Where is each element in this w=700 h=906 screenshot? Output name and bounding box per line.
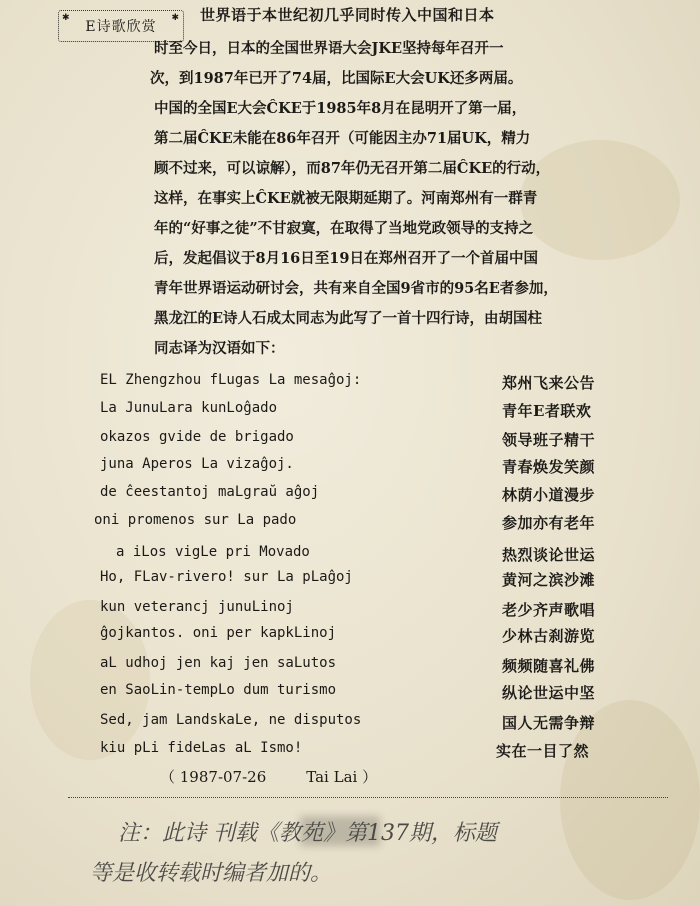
poem-row	[94, 512, 640, 538]
article-line: 第二届ĈKE未能在86年召开（可能因主办71届UK，精力	[154, 130, 531, 147]
poem-row	[100, 569, 640, 595]
chinese-verse: 实在一目了然	[496, 742, 590, 760]
chinese-verse: 青春焕发笑颜	[502, 458, 596, 476]
article-line: 顾不过来，可以谅解），而87年仍无召开第二届ĈKE的行动，	[154, 160, 551, 177]
badge-star-icon: ✱	[62, 13, 71, 23]
esperanto-verse: aL udhoj jen kaj jen saLutos	[100, 655, 337, 671]
chinese-verse: 青年E者联欢	[502, 402, 592, 420]
poem-row	[100, 400, 640, 426]
poem-row	[100, 599, 640, 625]
article-line: 年的“好事之徒”不甘寂寞，在取得了当地党政领导的支持之	[154, 220, 534, 237]
article-line: 黑龙江的E诗人石成太同志为此写了一首十四行诗，由胡国柱	[154, 310, 543, 327]
poem-row	[100, 682, 640, 708]
chinese-verse: 国人无需争辩	[502, 714, 596, 732]
article-line: 这样，在事实上ĈKE就被无限期延期了。河南郑州有一群青	[154, 190, 538, 207]
poem-date: （ 1987-07-26	[160, 768, 267, 786]
chinese-verse: 纵论世运中坚	[502, 684, 596, 702]
poem-row	[100, 625, 640, 651]
chinese-verse: 参加亦有老年	[502, 514, 596, 532]
poem-row	[100, 456, 640, 482]
esperanto-verse: ĝojkantos. oni per kapkLinoj	[100, 625, 337, 641]
article-headline: 世界语于本世纪初几乎同时传入中国和日本	[200, 6, 495, 24]
article-line: 后，发起倡议于8月16日至19日在郑州召开了一个首届中国	[154, 250, 538, 267]
chinese-verse: 领导班子精干	[502, 431, 596, 449]
esperanto-verse: EL Zhengzhou fLugas La mesaĝoj:	[100, 372, 362, 388]
poem-row	[100, 655, 640, 681]
poem-row	[100, 372, 640, 398]
poem-row	[100, 484, 640, 510]
divider-rule	[68, 797, 668, 798]
esperanto-verse: kiu pLi fideLas aL Ismo!	[100, 740, 303, 756]
esperanto-verse: juna Aperos La vizaĝoj.	[100, 456, 294, 472]
poem-row	[100, 712, 640, 738]
esperanto-verse: okazos gvide de brigado	[100, 429, 294, 445]
article-line: 同志译为汉语如下：	[154, 340, 285, 357]
esperanto-verse: de ĉeestantoj maLgraŭ aĝoj	[100, 484, 320, 500]
poem-row	[100, 740, 640, 766]
esperanto-verse: a iLos vigLe pri Movado	[116, 544, 310, 560]
chinese-verse: 频频随喜礼佛	[502, 657, 596, 675]
chinese-verse: 热烈谈论世运	[502, 546, 596, 564]
article-line: 次，到1987年已开了74届，比国际E大会UK还多两届。	[150, 70, 523, 87]
article-line: 中国的全国E大会ĈKE于1985年8月在昆明开了第一届，	[154, 100, 527, 117]
esperanto-verse: La JunuLara kunLoĝado	[100, 400, 278, 416]
badge-label: E诗歌欣赏	[85, 19, 157, 35]
esperanto-verse: oni promenos sur La pado	[94, 512, 297, 528]
esperanto-verse: Ho, FLav-rivero! sur La pLaĝoj	[100, 569, 353, 585]
chinese-verse: 少林古刹游览	[502, 627, 596, 645]
badge-star-icon: ✱	[171, 13, 180, 23]
esperanto-verse: kun veterancj junuLinoj	[100, 599, 294, 615]
chinese-verse: 黄河之滨沙滩	[502, 571, 596, 589]
handwritten-note-line: 注：此诗 刊载《教苑》第137期，标题	[118, 821, 497, 846]
esperanto-verse: en SaoLin-tempLo dum turismo	[100, 682, 337, 698]
poem-author: Tai Lai ）	[306, 768, 378, 786]
article-line: 青年世界语运动研讨会，共有来自全国9省市的95名E者参加，	[154, 280, 558, 297]
handwritten-note-line: 等是收转载时编者加的。	[90, 861, 333, 886]
chinese-verse: 郑州飞来公告	[502, 374, 596, 392]
poem-row	[100, 544, 640, 570]
poem-row	[100, 429, 640, 455]
esperanto-verse: Sed, jam LandskaLe, ne disputos	[100, 712, 362, 728]
article-line: 时至今日，日本的全国世界语大会JKE坚持每年召开一	[154, 40, 504, 57]
chinese-verse: 林荫小道漫步	[502, 486, 596, 504]
poem-signature	[160, 766, 377, 787]
article-body	[150, 34, 674, 364]
chinese-verse: 老少齐声歌唱	[502, 601, 596, 619]
